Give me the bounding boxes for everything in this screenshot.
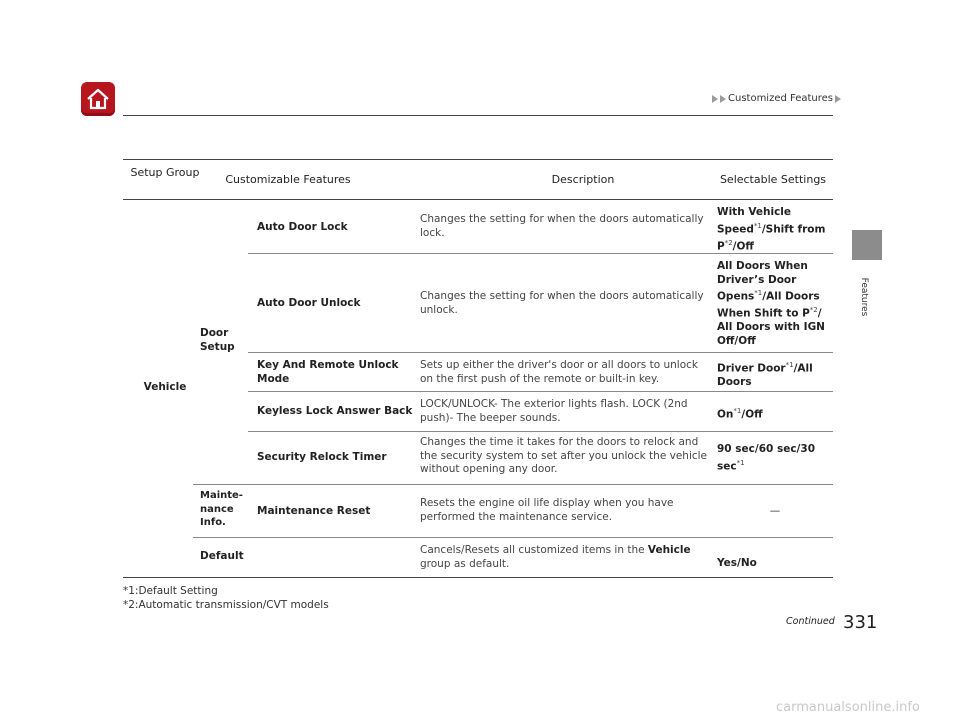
row-divider <box>248 253 833 254</box>
home-button[interactable] <box>81 82 115 116</box>
row-divider <box>193 484 833 485</box>
row-divider <box>248 391 833 392</box>
description-security-relock-timer: Changes the time it takes for the doors to relock and the security system to set after you unlock the vehicle without opening any door. <box>420 436 708 475</box>
section-label: Features <box>859 277 869 317</box>
breadcrumb[interactable] <box>712 93 841 104</box>
table-top-rule <box>123 159 833 160</box>
column-header-description: Description <box>551 173 615 186</box>
feature-maintenance-reset: Maintenance Reset <box>257 505 371 517</box>
feature-auto-door-unlock: Auto Door Unlock <box>257 297 361 309</box>
settings-keyless-lock-answer-back: On$^{*1}$/Off <box>717 407 763 421</box>
feature-security-relock-timer: Security Relock Timer <box>257 451 387 463</box>
group-vehicle: Vehicle <box>143 381 187 393</box>
description-maintenance-reset: Resets the engine oil life display when you have performed the maintenance service. <box>420 497 674 523</box>
settings-security-relock-timer: 90 sec/60 sec/30 $\sec^{*1}$ <box>717 443 816 472</box>
row-divider <box>248 352 833 353</box>
chevron-right-icon <box>720 95 726 103</box>
table-bottom-rule <box>123 577 833 578</box>
footnote-transmission: *2:Automatic transmission/CVT models <box>123 599 329 611</box>
watermark: carmanualsonline.info <box>776 700 920 715</box>
settings-auto-door-unlock: All Doors When Driver’s Door Opens$^{*1}$/All Doors When Shift to $P^{*2}/$ All Doors with IGN Off/Off <box>717 260 825 347</box>
subgroup-default: Default <box>200 550 244 562</box>
column-header-features: Customizable Features <box>225 173 351 186</box>
settings-maintenance-reset: — <box>769 505 781 517</box>
continued-label: Continued <box>786 616 835 627</box>
page-number: 331 <box>843 612 878 633</box>
feature-auto-door-lock: Auto Door Lock <box>257 221 348 233</box>
feature-keyless-lock-answer-back: Keyless Lock Answer Back <box>257 405 413 417</box>
description-auto-door-lock: Changes the setting for when the doors automatically lock. <box>420 213 704 239</box>
chevron-right-icon <box>712 95 718 103</box>
footnote-default-setting: *1:Default Setting <box>123 585 218 597</box>
subgroup-maintenance-info: Mainte-nance Info. <box>200 490 243 528</box>
section-tab[interactable] <box>852 230 882 260</box>
settings-key-remote-unlock: Driver Door$^{*1}$/All Doors <box>717 361 813 388</box>
row-divider <box>193 537 833 538</box>
row-divider <box>248 431 833 432</box>
header-bottom-rule <box>123 199 833 200</box>
description-default: Cancels/Resets all customized items in the Vehicle group as default. <box>420 544 691 570</box>
description-keyless-lock-answer-back: LOCK/UNLOCK- The exterior lights flash. LOCK (2nd push)- The beeper sounds. <box>420 398 688 424</box>
column-header-setup-group: Setup Group <box>130 166 200 179</box>
home-icon <box>86 88 110 110</box>
description-key-remote-unlock: Sets up either the driver's door or all doors to unlock on the first push of the remote or built-in key. <box>420 359 698 385</box>
feature-key-remote-unlock: Key And Remote Unlock Mode <box>257 359 399 385</box>
header-rule <box>123 115 833 116</box>
subgroup-door-setup: Door Setup <box>200 327 235 353</box>
settings-default: Yes/No <box>717 557 757 569</box>
description-auto-door-unlock: Changes the setting for when the doors automatically unlock. <box>420 290 704 316</box>
column-header-settings: Selectable Settings <box>719 173 827 186</box>
chevron-right-icon <box>835 95 841 103</box>
breadcrumb-label: Customized Features <box>728 93 834 104</box>
settings-auto-door-lock: With Vehicle Speed$^{*1}$/Shift from $P^{*2}$/Off <box>717 206 826 252</box>
